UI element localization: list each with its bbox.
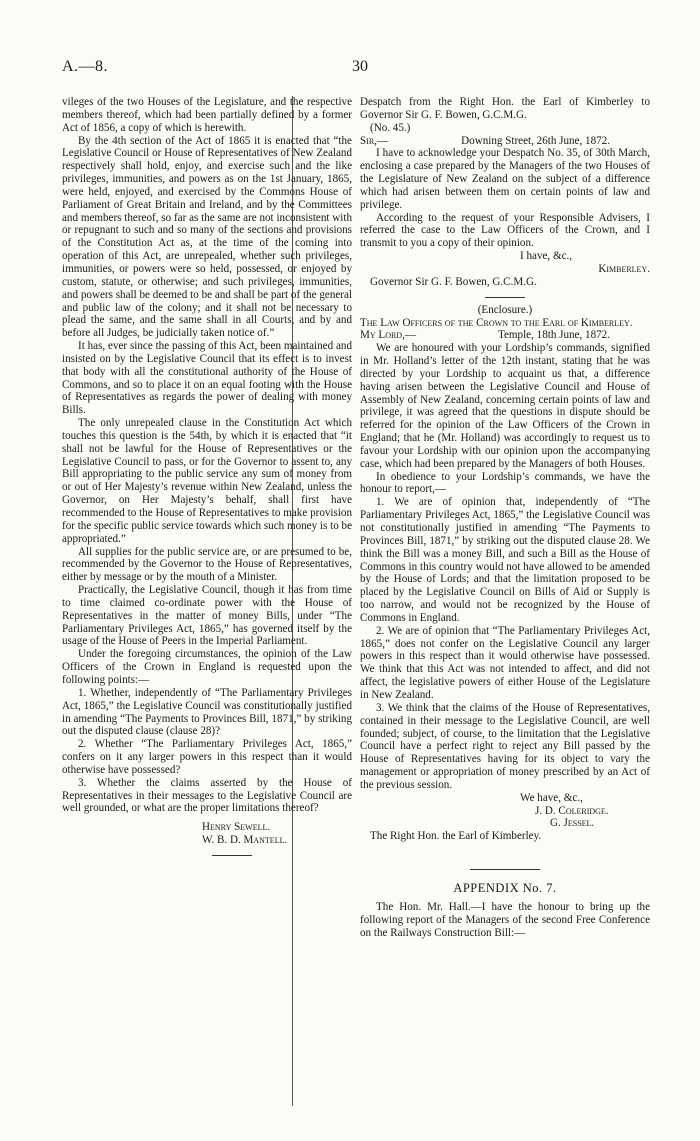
signature-mantell: W. B. D. Mantell. [202,834,288,847]
addressee: The Right Hon. the Earl of Kimberley. [370,830,542,843]
paragraph: It has, ever since the passing of this Act, been maintained and insisted on by the Legislative Council that its effect is to invest that body with all the constitutional authority of the House of Commons, and so to place it on an equal footing with the House of Representatives as regards the power of dealing with money Bills. [62,340,352,417]
answer-3: 3. We think that the claims of the House of Representatives, contained in their message to the Legislative Council, are well founded; subject, of course, to the limitation that the Legislative Council have a perfect right to reject any Bill passed by the House of Representatives having for its object to vary the management or appropriation of money prescribed by an Act of the previous session. [360,701,650,791]
despatch-heading: Despatch from the Right Hon. the Earl of Kimberley to Governor Sir G. F. Bowen, G.C.M.G. [360,96,650,121]
signature-sewell: Henry Sewell. [202,821,271,834]
question-1: 1. Whether, independently of “The Parliamentary Privileges Act, 1865,” the Legislative Council was constitutionally justified in amending “The Payments to Provinces Bill, 1871,” by striking out the disputed clause (clause 28)? [62,686,352,738]
page-header [62,58,684,82]
question-2: 2. Whether “The Parliamentary Privileges Act, 1865,” confers on it any larger powers in this respect than it would otherwise have possessed? [62,738,352,776]
signature-jessel: G. Jessel. [550,817,595,830]
appendix-heading: APPENDIX No. 7. [453,881,557,896]
paragraph: We are honoured with your Lordship’s commands, signified in Mr. Holland’s letter of the 12th instant, stating that he was directed by your Lordship to acquaint us that, a difference having arisen between the Legislative Council and House of Assembly of New Zealand, concerning certain points of law and privilege, it was agreed that the questions in dispute should be referred for the opinion of the Law Officers of the Crown in England; that he (Mr. Holland) was accordingly to request us to favour your Lordship with our opinion upon the accompanying case, which had been prepared by the Managers of both Houses. [360,342,650,470]
dateline [360,135,650,148]
section-rule [470,869,540,870]
paragraph: The Hon. Mr. Hall.—I have the honour to bring up the following report of the Managers of the second Free Conference on the Railways Construction Bill:— [360,900,650,939]
question-3: 3. Whether the claims asserted by the House of Representatives in their messages to the Legislative Council are well grounded, or what are the proper limitations thereof? [62,776,352,815]
enclosure-date: Temple, 18th June, 1872. [498,329,610,342]
addressee: Governor Sir G. F. Bowen, G.C.M.G. [370,275,537,288]
paragraph: The only unrepealed clause in the Constitution Act which touches this question is the 54th, by which it is enacted that “it shall not be lawful for the House of Representatives or the Legislative Council to pass, or for the Governor to assent to, any Bill appropriating to the public service any sum of money from or out of Her Majesty’s revenue within New Zealand, unless the Governor, on Her Majesty’s behalf, shall first have recommended to the House of Representatives to make provision for the specific public service towards which such money is to be appropriated.” [62,417,352,545]
paragraph: vileges of the two Houses of the Legislature, and the respective members thereof, which had been partially defined by a former Act of 1856, a copy of which is herewith. [62,96,352,134]
salutation: Sir,— [360,134,389,147]
paragraph: In obedience to your Lordship’s commands, we have the honour to report,— [360,470,650,496]
salutation: My Lord,— [360,329,416,342]
left-column [62,96,352,856]
signature-coleridge: J. D. Coleridge. [535,804,609,817]
enclosure-label: (Enclosure.) [477,303,533,316]
right-column [360,96,650,939]
answer-2: 2. We are of opinion that “The Parliamentary Privileges Act, 1865,” does not confer on the Legislative Council any larger powers in this respect than it would otherwise have possessed. We think that this Act was not intended to affect, and did not affect, the legislative powers of either House of the Legislature in New Zealand. [360,624,650,701]
enclosure-heading: The Law Officers of the Crown to the Earl of Kimberley. [360,316,633,329]
paragraph: Practically, the Legislative Council, though it has from time to time claimed co-ordinate power with the House of Representatives in the matter of money Bills, under “The Parliamentary Privileges Act, 1865,” has governed itself by the usage of the House of Peers in the Imperial Parliament. [62,584,352,648]
page-number: 30 [352,58,368,75]
despatch-number: (No. 45.) [370,121,411,134]
paragraph: Under the foregoing circumstances, the opinion of the Law Officers of the Crown in England is requested upon the following points:— [62,648,352,686]
paragraph: I have to acknowledge your Despatch No. 35, of 30th March, enclosing a case prepared by the Managers of the two Houses of the Legislature of New Zealand on the subject of a difference which had arisen between them on certain points of law and privilege. [360,147,650,211]
paragraph: According to the request of your Responsible Advisers, I referred the case to the Law Officers of the Crown, and I transmit to you a copy of their opinion. [360,211,650,250]
despatch-date: Downing Street, 26th June, 1872. [461,134,610,147]
answer-1: 1. We are of opinion that, independently of “The Parliamentary Privileges Act, 1865,” the Legislative Council was not constitutionally justified in amending “The Payments to Provinces Bill, 1871,” by striking out the disputed clause 28. We think the Bill was a money Bill, and such a Bill as the House of Commons in this country would not have allowed to be amended by the House of Lords; and that the limitation proposed to be placed by the Legislative Council on Bills of Aid or Supply is too narrow, and would not be recognized by the House of Commons in England. [360,496,650,624]
closing-rule [212,855,252,856]
paper-reference: A.—8. [62,58,109,75]
closing: I have, &c., [520,250,573,263]
paragraph: All supplies for the public service are, or are presumed to be, recommended by the Governor to the House of Representatives, either by message or by the mouth of a Minister. [62,545,352,584]
signer: Kimberley. [598,262,650,275]
closing: We have, &c., [520,791,583,804]
dateline [360,329,650,342]
paragraph: By the 4th section of the Act of 1865 it is enacted that “the Legislative Council or House of Representatives of New Zealand respectively shall hold, enjoy, and exercise such and the like privileges, immunities, and powers as on the 1st January, 1865, were held, enjoyed, and exercised by the Commons House of Parliament of Great Britain and Ireland, and by the Committees and members thereof, so far as the same are not inconsistent with or repugnant to such and so many of the sections and provisions of the Constitution Act as, at the time of the coming into operation of this Act, are unrepealed, whether such privileges, immunities, or powers were so held, possessed, or enjoyed by custom, statute, or otherwise; and such privileges, immunities, and powers shall be deemed to be and shall be part of the general and public law of the colony; and it shall not be necessary to plead the same, and the same shall in all Courts, and by and before all Judges, be judicially taken notice of.” [62,134,352,340]
